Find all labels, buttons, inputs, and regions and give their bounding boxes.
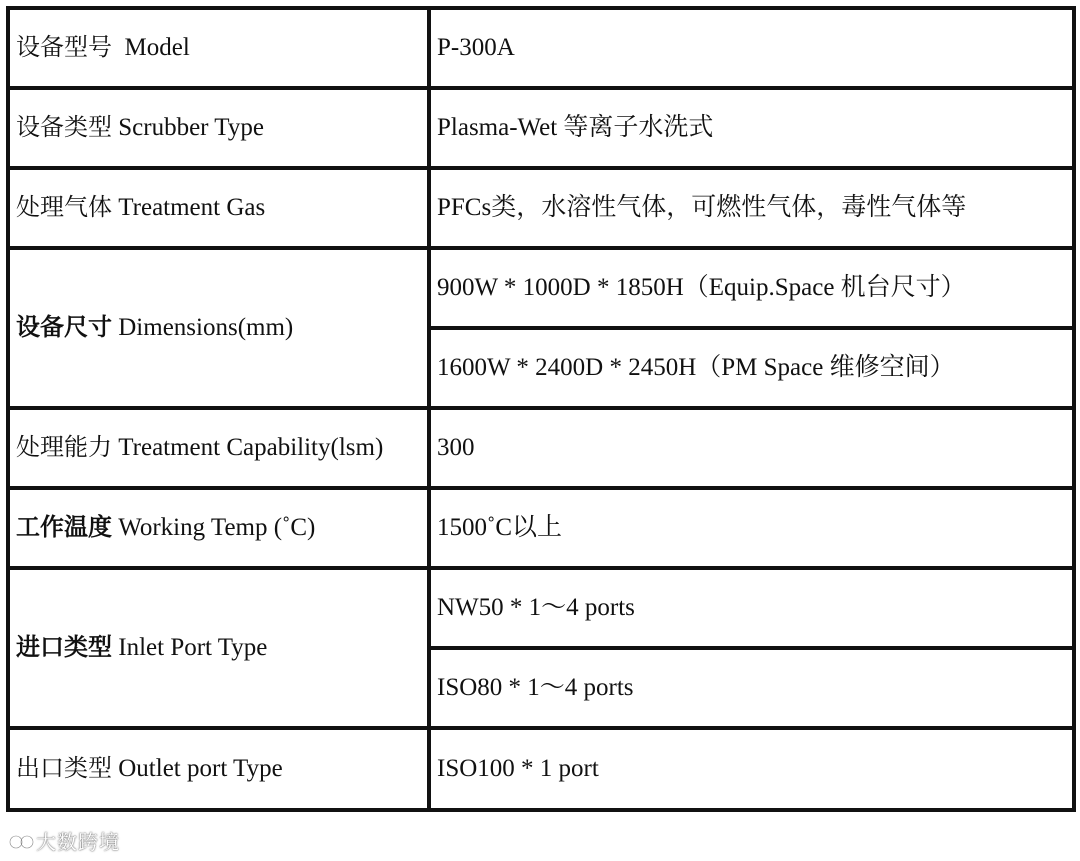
label-en: Treatment Gas <box>118 194 266 222</box>
row-value: 300 <box>429 408 1074 488</box>
label-cn: 处理能力 <box>16 433 112 462</box>
spec-row-inlet-port <box>8 568 1074 648</box>
row-label <box>8 728 429 810</box>
row-value: ISO100 * 1 port <box>429 728 1074 810</box>
label-en: Working Temp (˚C) <box>118 514 316 542</box>
label-en: Scrubber Type <box>118 114 264 142</box>
value-text: 1500˚C以上 <box>437 514 563 542</box>
spec-table <box>6 6 1076 812</box>
label-cn: 处理气体 <box>16 193 112 222</box>
row-value: 1600W * 2400D * 2450H（PM Space 维修空间） <box>429 328 1074 408</box>
row-value: ISO80 * 1～4 ports <box>429 648 1074 728</box>
row-value: Plasma-Wet 等离子水洗式 <box>429 88 1074 168</box>
row-label <box>8 168 429 248</box>
row-value: 900W * 1000D * 1850H（Equip.Space 机台尺寸） <box>429 248 1074 328</box>
spec-row-outlet-port <box>8 728 1074 810</box>
label-cn: 工作温度 <box>16 513 112 542</box>
spec-row-treatment-gas <box>8 168 1074 248</box>
row-value: P-300A <box>429 8 1074 88</box>
watermark-text: 大数跨境 <box>36 830 120 854</box>
spec-row-model <box>8 8 1074 88</box>
row-label <box>8 488 429 568</box>
label-en: Dimensions(mm) <box>118 314 294 342</box>
label-en: Outlet port Type <box>118 755 283 783</box>
spec-row-working-temp <box>8 488 1074 568</box>
row-value: NW50 * 1～4 ports <box>429 568 1074 648</box>
label-cn: 设备型号 <box>16 33 112 62</box>
spec-row-capability <box>8 408 1074 488</box>
spec-row-scrubber-type <box>8 88 1074 168</box>
row-label <box>8 568 429 728</box>
label-en: Treatment Capability(lsm) <box>118 434 384 462</box>
row-label <box>8 248 429 408</box>
label-cn: 出口类型 <box>16 754 112 783</box>
spec-row-dimensions <box>8 248 1074 328</box>
label-cn: 设备类型 <box>16 113 112 142</box>
row-label <box>8 88 429 168</box>
label-cn: 进口类型 <box>16 633 112 662</box>
row-label <box>8 8 429 88</box>
label-en: Inlet Port Type <box>118 634 268 662</box>
label-en: Model <box>124 34 190 62</box>
brand-logo-icon <box>8 833 36 851</box>
row-value <box>429 488 1074 568</box>
row-label <box>8 408 429 488</box>
row-value: PFCs类，水溶性气体，可燃性气体，毒性气体等 <box>429 168 1074 248</box>
label-cn: 设备尺寸 <box>16 313 112 342</box>
watermark <box>8 826 120 855</box>
